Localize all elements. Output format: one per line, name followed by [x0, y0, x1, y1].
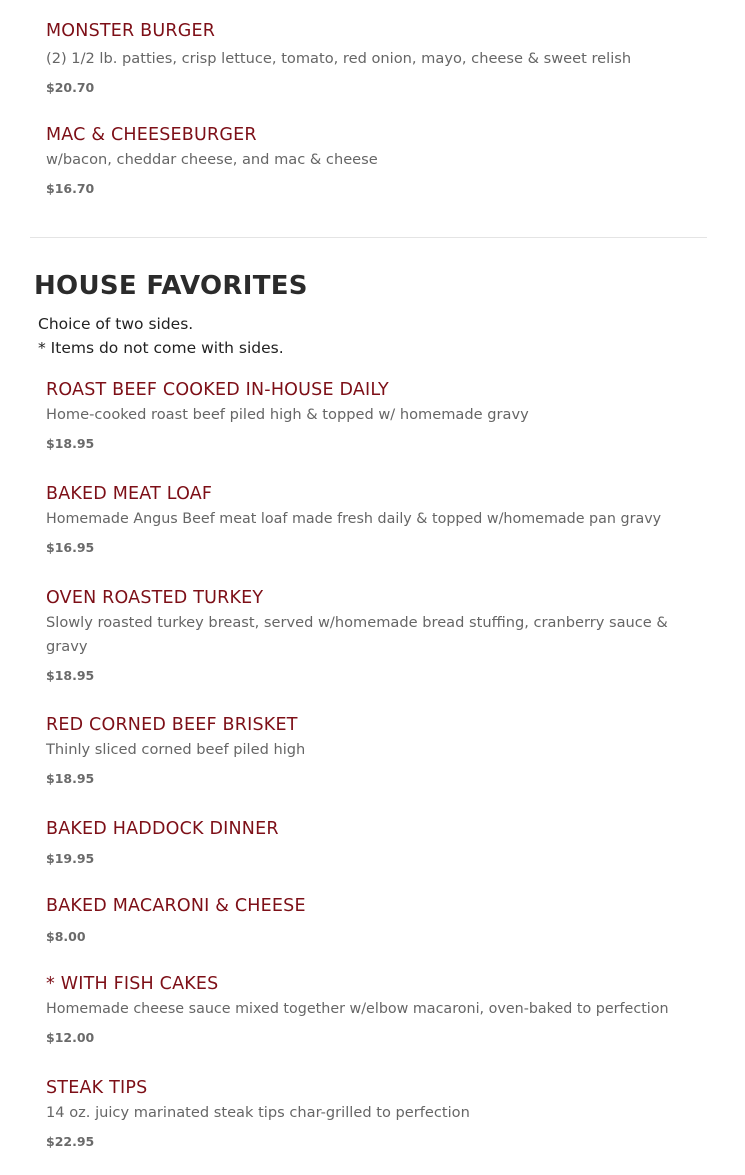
item-price: $16.70 [46, 181, 95, 196]
item-price: $12.00 [46, 1030, 95, 1045]
item-name: RED CORNED BEEF BRISKET [46, 715, 298, 735]
item-name: ROAST BEEF COOKED IN-HOUSE DAILY [46, 380, 389, 400]
item-name: BAKED MACARONI & CHEESE [46, 896, 306, 916]
item-price: $22.95 [46, 1134, 95, 1149]
item-description: (2) 1/2 lb. patties, crisp lettuce, tomato, red onion, mayo, cheese & sweet relish [46, 50, 632, 67]
item-name: BAKED HADDOCK DINNER [46, 819, 279, 839]
item-price: $18.95 [46, 771, 95, 786]
item-description: w/bacon, cheddar cheese, and mac & cheese [46, 151, 378, 168]
item-price: $20.70 [46, 80, 95, 95]
section-divider [30, 237, 707, 238]
section-note: * Items do not come with sides. [38, 339, 284, 357]
item-name: BAKED MEAT LOAF [46, 484, 213, 504]
menu-item [0, 818, 745, 868]
item-description: 14 oz. juicy marinated steak tips char-grilled to perfection [46, 1104, 470, 1121]
menu-item [0, 379, 745, 453]
menu-item [0, 20, 745, 97]
item-name: STEAK TIPS [46, 1078, 148, 1098]
item-name: MAC & CHEESEBURGER [46, 125, 257, 145]
item-price: $16.95 [46, 540, 95, 555]
item-name: OVEN ROASTED TURKEY [46, 588, 264, 608]
menu-item [0, 895, 745, 946]
item-description: Thinly sliced corned beef piled high [46, 741, 306, 758]
menu-item [0, 124, 745, 198]
menu-item [0, 483, 745, 557]
item-price: $19.95 [46, 851, 95, 866]
item-name: MONSTER BURGER [46, 21, 216, 41]
menu-item [0, 973, 745, 1047]
section-note: Choice of two sides. [38, 315, 194, 333]
item-description: Slowly roasted turkey breast, served w/homemade bread stuffing, cranberry sauce & gravy [46, 614, 668, 655]
item-description: Homemade Angus Beef meat loaf made fresh daily & topped w/homemade pan gravy [46, 511, 662, 527]
menu-item [0, 714, 745, 788]
menu-item [0, 587, 745, 685]
item-description: Homemade cheese sauce mixed together w/elbow macaroni, oven-baked to perfection [46, 1001, 669, 1017]
item-description: Home-cooked roast beef piled high & topped w/ homemade gravy [46, 406, 529, 423]
menu-item [0, 1077, 745, 1151]
item-price: $18.95 [46, 668, 95, 683]
section-title: HOUSE FAVORITES [34, 271, 308, 301]
item-price: $18.95 [46, 436, 95, 451]
item-price: $8.00 [46, 929, 86, 944]
item-name: * WITH FISH CAKES [46, 974, 219, 994]
